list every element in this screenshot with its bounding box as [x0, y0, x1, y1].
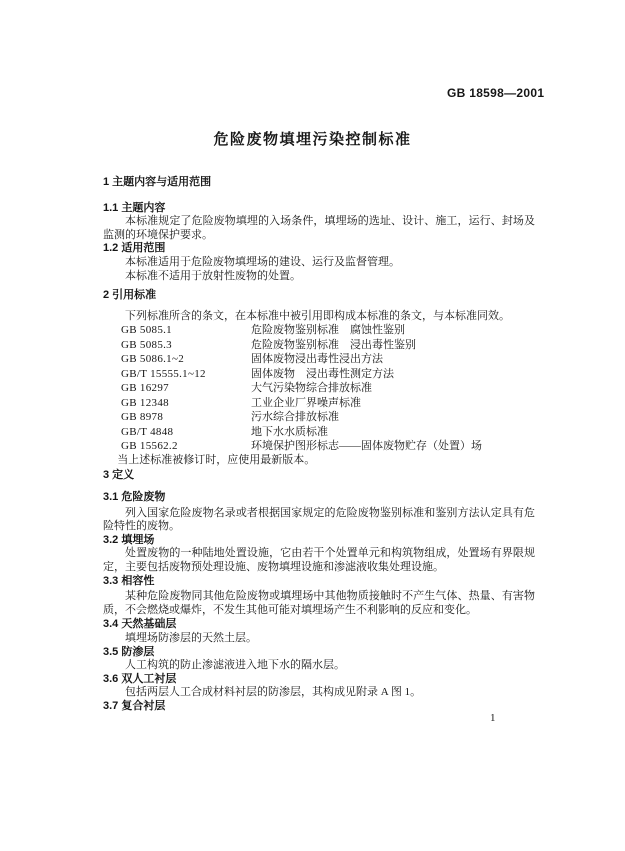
- reference-name: 污水综合排放标准: [251, 411, 339, 424]
- term-3-1-heading: 3.1 危险废物: [103, 491, 166, 504]
- reference-row: [121, 367, 482, 382]
- term-3-1-text: 列入国家危险废物名录或者根据国家规定的危险废物鉴别标准和鉴别方法认定具有危险特性的废物。: [103, 506, 535, 533]
- reference-code: GB 15562.2: [121, 440, 178, 453]
- reference-code: GB 5085.3: [121, 338, 172, 351]
- term-3-5-text: 人工构筑的防止渗滤液进入地下水的隔水层。: [125, 659, 345, 672]
- reference-row: [121, 381, 482, 396]
- section-1-2-line: 本标准适用于危险废物填埋场的建设、运行及监督管理。: [125, 255, 400, 268]
- reference-code: GB 5086.1~2: [121, 353, 185, 366]
- term-3-2-text: 处置废物的一种陆地处置设施，它由若干个处置单元和构筑物组成，处置场有界限规定，主要包括废物预处理设施、废物填埋设施和渗滤液收集处理设施。: [103, 547, 535, 573]
- reference-name: 工业企业厂界噪声标准: [251, 396, 361, 409]
- section-1-2-line: 本标准不适用于放射性废物的处置。: [125, 269, 301, 282]
- term-3-3-heading: 3.3 相容性: [103, 574, 155, 587]
- reference-code: GB/T 4848: [121, 425, 174, 438]
- term-3-4-heading: 3.4 天然基础层: [103, 618, 177, 631]
- term-3-5-heading: 3.5 防渗层: [103, 645, 155, 658]
- reference-name: 环境保护图形标志——固体废物贮存（处置）场: [251, 440, 482, 453]
- doc-number: GB 18598—2001: [447, 86, 545, 100]
- reference-code: GB 5085.1: [121, 324, 172, 337]
- reference-name: 危险废物鉴别标准 腐蚀性鉴别: [251, 324, 405, 337]
- section-1-1-text: 本标准规定了危险废物填埋的入场条件，填埋场的选址、设计、施工，运行、封场及监测的环境保护要求。: [103, 215, 535, 241]
- reference-code: GB 16297: [121, 382, 169, 395]
- reference-row: [121, 439, 482, 454]
- references-table: [121, 323, 482, 454]
- reference-code: GB/T 15555.1~12: [121, 367, 206, 380]
- section-3-heading: 3 定义: [103, 469, 135, 482]
- section-2-intro: 下列标准所含的条文，在本标准中被引用即构成本标准的条文，与本标准同效。: [125, 309, 510, 322]
- reference-name: 大气污染物综合排放标准: [251, 382, 372, 395]
- reference-row: [121, 410, 482, 425]
- reference-row: [121, 323, 482, 338]
- section-1-heading: 1 主题内容与适用范围: [103, 176, 212, 188]
- section-1-2-heading: 1.2 适用范围: [103, 242, 166, 255]
- term-3-6-text: 包括两层人工合成材料衬层的防渗层，其构成见附录 A 图 1。: [125, 686, 422, 699]
- reference-row: [121, 338, 482, 353]
- section-1-1-heading: 1.1 主题内容: [103, 201, 166, 214]
- reference-code: GB 12348: [121, 396, 169, 409]
- page-number: 1: [490, 712, 496, 724]
- reference-row: [121, 396, 482, 411]
- reference-code: GB 8978: [121, 411, 164, 424]
- doc-content: [103, 170, 535, 714]
- reference-row: [121, 352, 482, 367]
- reference-name: 危险废物鉴别标准 浸出毒性鉴别: [251, 338, 416, 351]
- term-3-4-text: 填埋场防渗层的天然土层。: [125, 631, 257, 644]
- reference-name: 地下水水质标准: [251, 425, 328, 438]
- term-3-7-heading: 3.7 复合衬层: [103, 699, 166, 712]
- term-3-6-heading: 3.6 双人工衬层: [103, 672, 177, 685]
- doc-title: 危险废物填埋污染控制标准: [213, 131, 412, 148]
- section-2-heading: 2 引用标准: [103, 289, 157, 302]
- reference-name: 固体废物浸出毒性浸出方法: [251, 353, 383, 366]
- reference-row: [121, 425, 482, 440]
- term-3-3-text: 某种危险废物同其他危险废物或填埋场中其他物质接触时不产生气体、热量、有害物质，不会燃烧或爆炸，不发生其他可能对填埋场产生不利影响的反应和变化。: [103, 590, 535, 616]
- reference-name: 固体废物 浸出毒性测定方法: [251, 367, 394, 380]
- section-2-note: 当上述标准被修订时，应使用最新版本。: [117, 453, 316, 466]
- term-3-2-heading: 3.2 填埋场: [103, 533, 155, 546]
